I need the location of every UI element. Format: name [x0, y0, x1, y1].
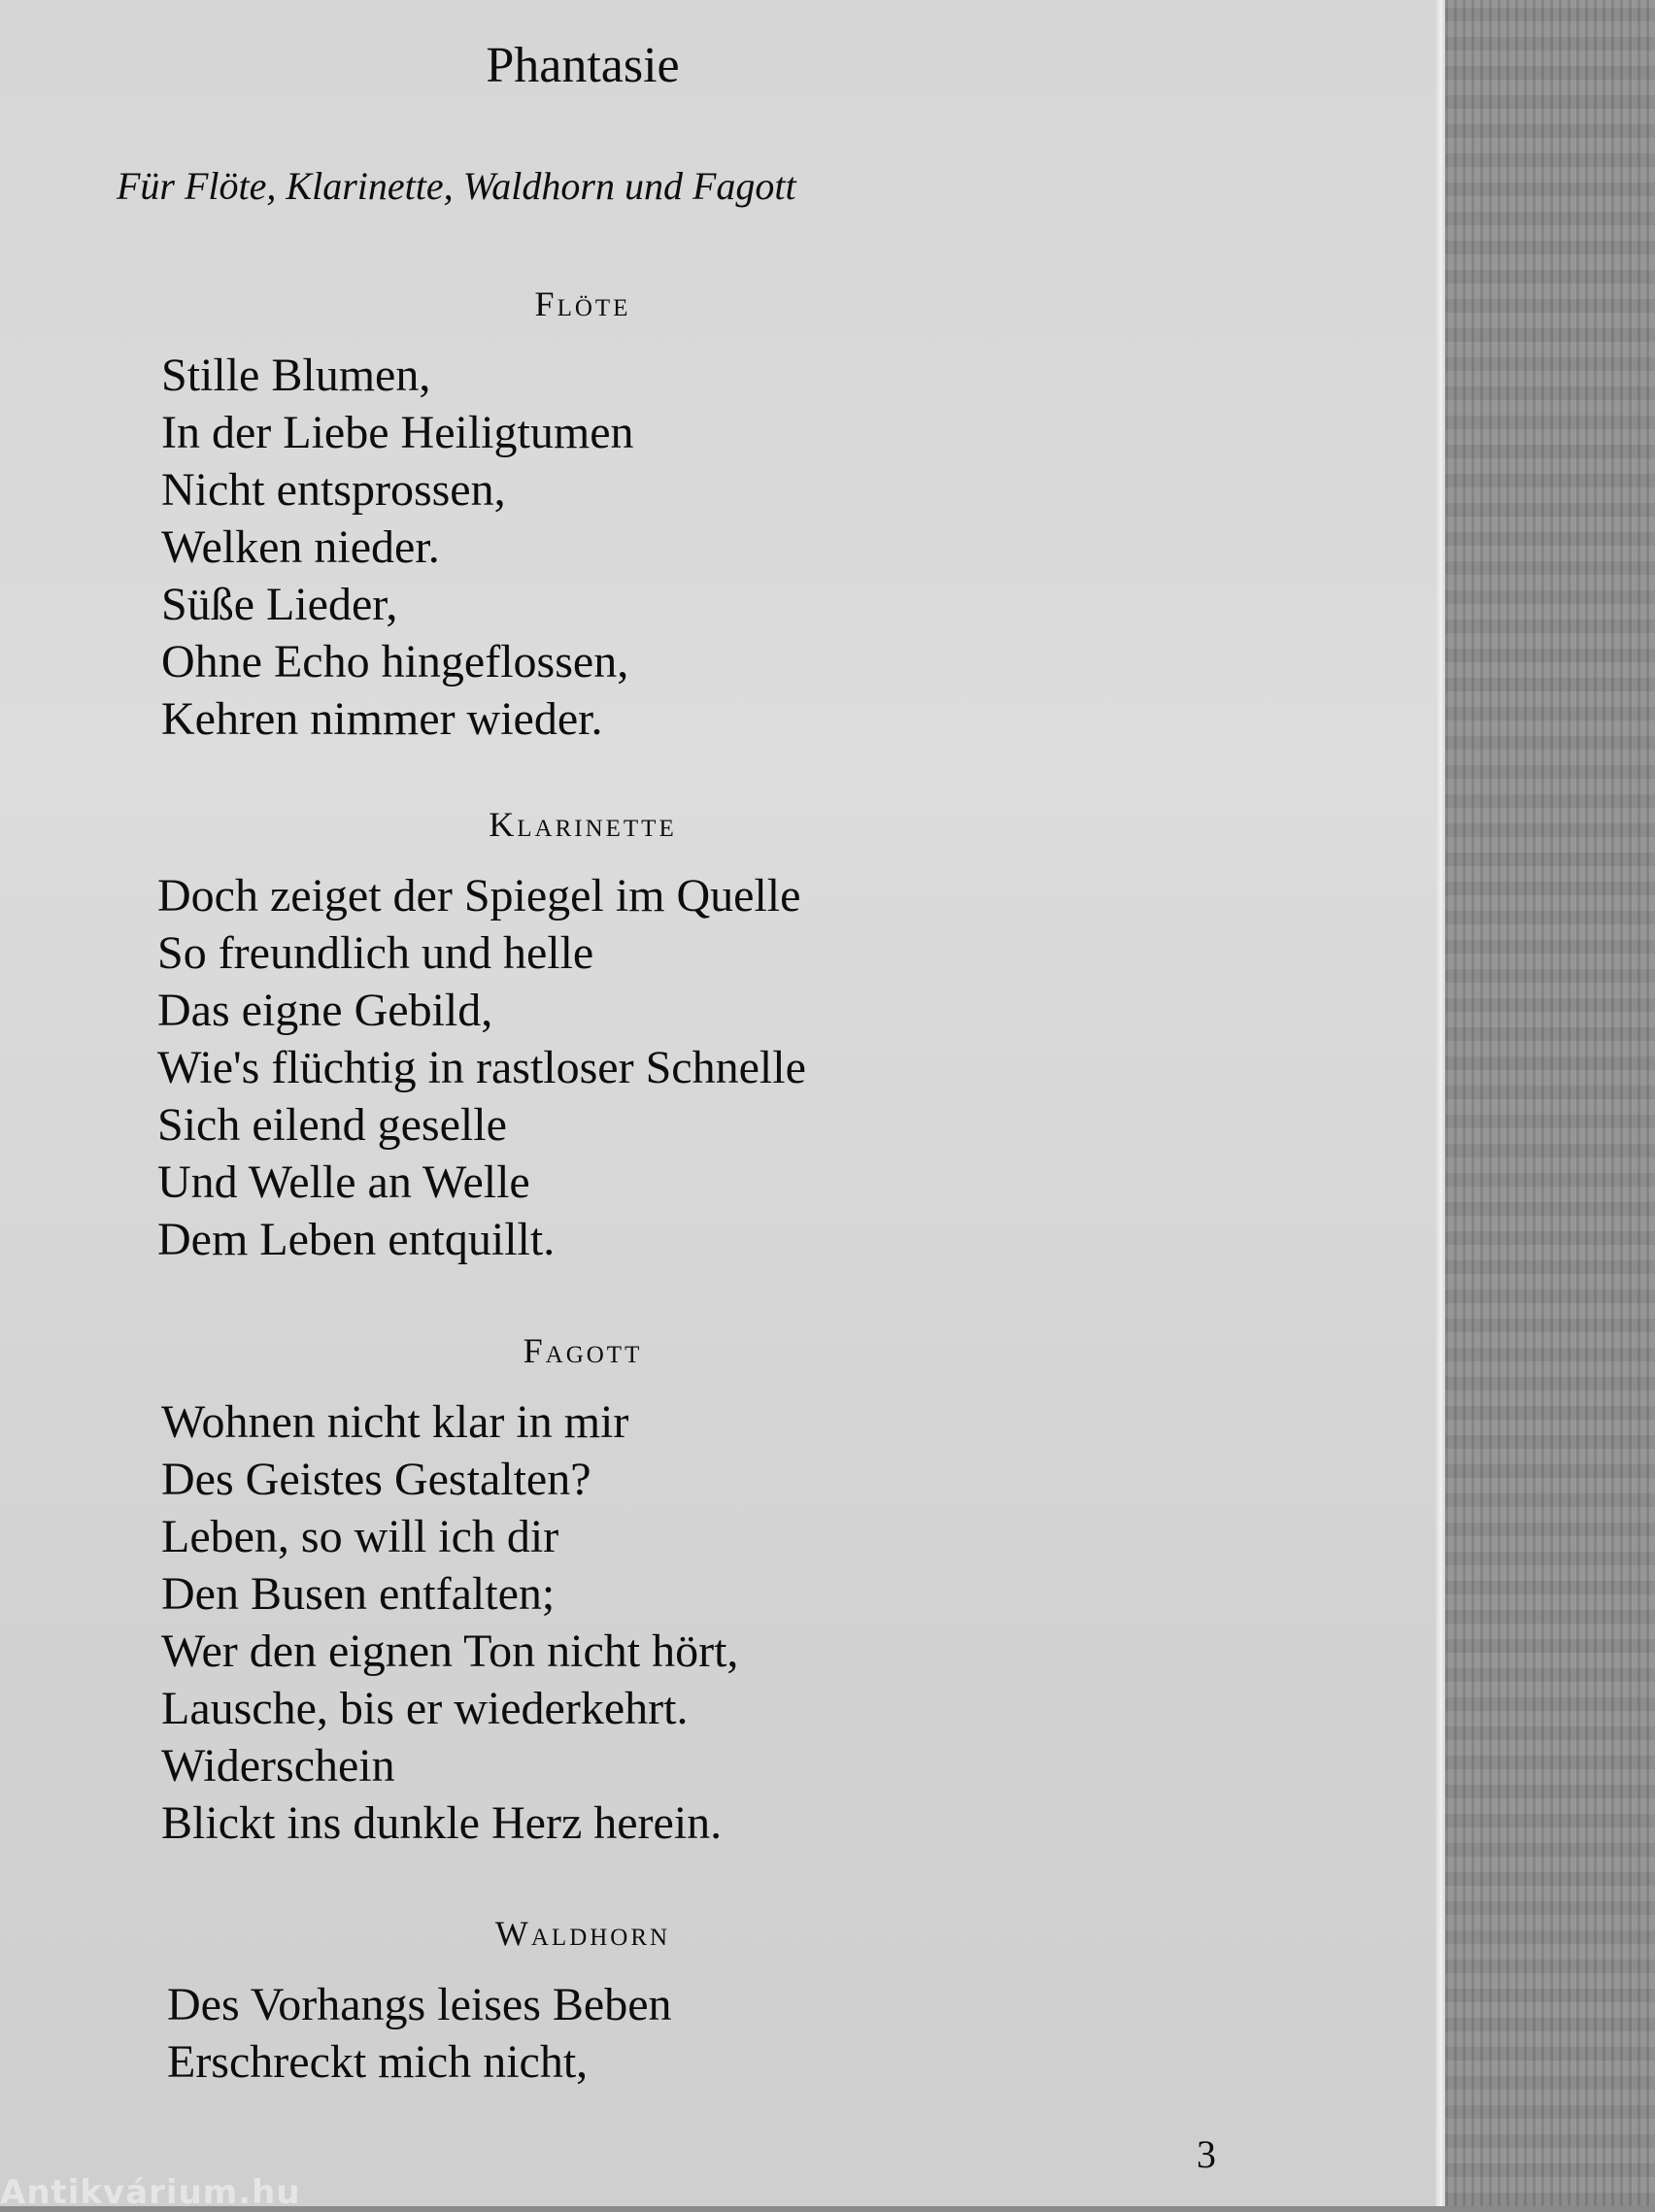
verse-line: Den Busen entfalten;: [161, 1568, 556, 1620]
verse-line: Stille Blumen,: [161, 350, 431, 401]
verse-line: Doch zeiget der Spiegel im Quelle: [157, 870, 801, 922]
stanza-fagott: [161, 1393, 738, 1852]
stanza-klarinette: [157, 867, 806, 1268]
verse-line: Kehren nimmer wieder.: [161, 693, 603, 745]
verse-line: Welken nieder.: [161, 521, 440, 573]
section-heading-fagott: Fagott: [523, 1331, 643, 1370]
section-heading-klarinette: Klarinette: [489, 805, 677, 844]
section-heading-floete: Flöte: [534, 285, 631, 323]
verse-line: Das eigne Gebild,: [157, 985, 493, 1036]
verse-line: Wie's flüchtig in rastloser Schnelle: [157, 1042, 806, 1093]
verse-line: Ohne Echo hingeflossen,: [161, 636, 629, 687]
verse-line: Lausche, bis er wiederkehrt.: [161, 1683, 689, 1734]
stanza-floete: [161, 347, 634, 748]
poem-subtitle: Für Flöte, Klarinette, Waldhorn und Fagott: [117, 164, 796, 208]
verse-line: Blickt ins dunkle Herz herein.: [161, 1797, 723, 1849]
verse-line: Nicht entsprossen,: [161, 464, 506, 516]
page-number: 3: [1197, 2132, 1216, 2176]
verse-line: Und Welle an Welle: [157, 1156, 530, 1208]
verse-line: Des Vorhangs leises Beben: [167, 1979, 672, 2030]
verse-line: So freundlich und helle: [157, 927, 594, 979]
section-heading-waldhorn: Waldhorn: [494, 1914, 671, 1953]
verse-line: Süße Lieder,: [161, 579, 398, 630]
watermark: Antikvárium.hu: [0, 2173, 301, 2212]
verse-line: Dem Leben entquillt.: [157, 1214, 556, 1265]
verse-line: In der Liebe Heiligtumen: [161, 407, 634, 458]
verse-line: Des Geistes Gestalten?: [161, 1454, 591, 1505]
background-surface: [1445, 0, 1655, 2206]
verse-line: Sich eilend geselle: [157, 1099, 507, 1151]
verse-line: Wer den eignen Ton nicht hört,: [161, 1625, 739, 1677]
stanza-waldhorn: [167, 1976, 672, 2091]
verse-line: Wohnen nicht klar in mir: [161, 1396, 629, 1448]
poem-title: Phantasie: [486, 38, 680, 93]
verse-line: Leben, so will ich dir: [161, 1511, 559, 1562]
verse-line: Erschreckt mich nicht,: [167, 2036, 589, 2088]
verse-line: Widerschein: [161, 1740, 395, 1792]
